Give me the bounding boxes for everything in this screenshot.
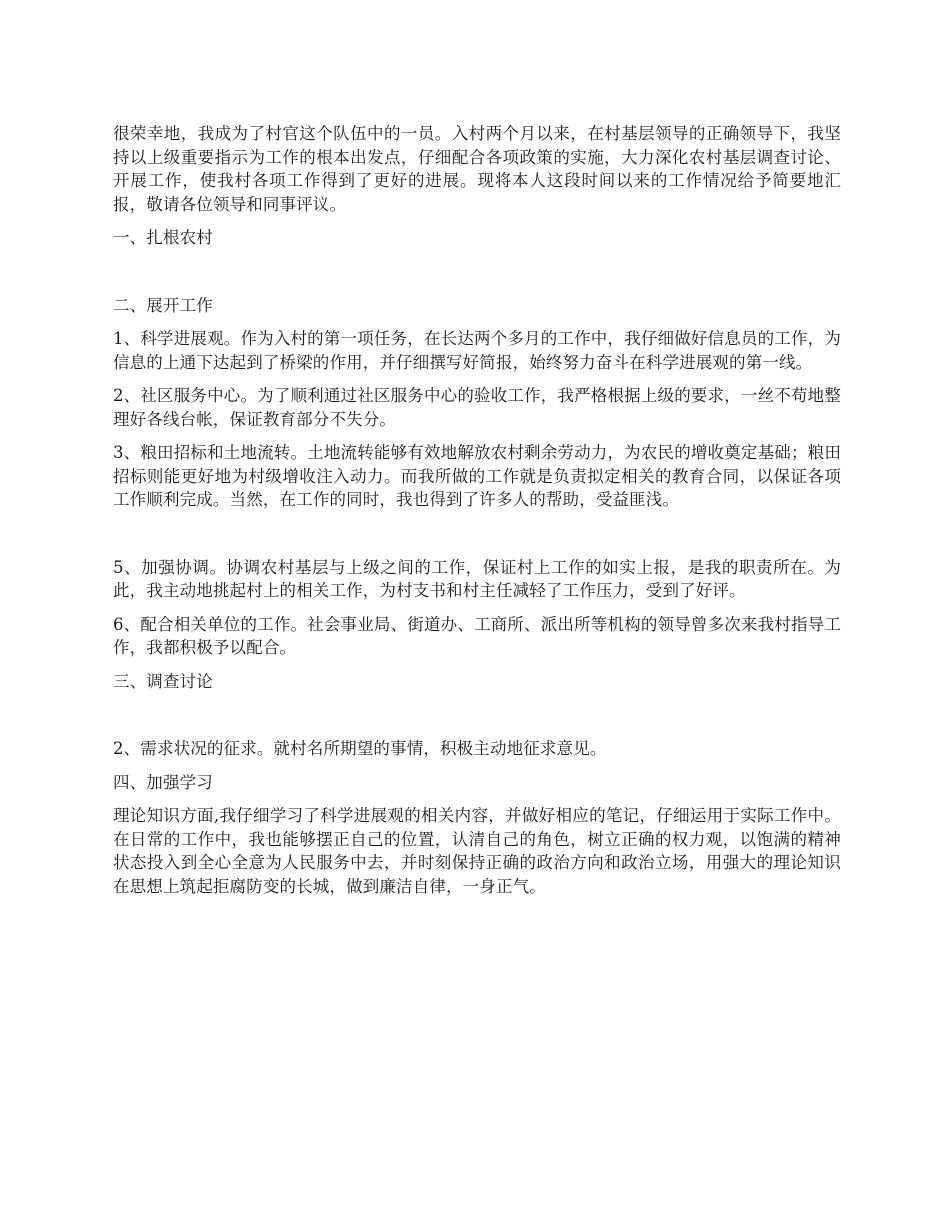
work-item-2: 2、社区服务中心。为了顺利通过社区服务中心的验收工作，我严格根据上级的要求，一丝不苟地整理好各线台帐，保证教育部分不失分。 <box>113 386 841 429</box>
document-body <box>113 122 841 908</box>
section-heading-2: 二、展开工作 <box>113 295 213 315</box>
section-heading-3: 三、调查讨论 <box>113 671 213 691</box>
section-heading-1: 一、扎根农村 <box>113 228 213 247</box>
blank-gap <box>113 260 841 294</box>
study-paragraph: 理论知识方面,我仔细学习了科学进展观的相关内容，并做好相应的笔记，仔细运用于实际工作中。在日常的工作中，我也能够摆正自己的位置，认清自己的角色，树立正确的权力观，以饱满的精神状态投入到全心全意为人民服务中去，并时刻保持正确的政治方向和政治立场，用强大的理论知识在思想上筑起拒腐防变的长城，做到廉洁自律，一身正气。 <box>113 806 841 896</box>
blank-gap <box>113 703 841 737</box>
work-item-6: 6、配合相关单位的工作。社会事业局、街道办、工商所、派出所等机构的领导曾多次来我村指导工作，我都积极予以配合。 <box>113 614 841 657</box>
work-item-1: 1、科学进展观。作为入村的第一项任务，在长达两个多月的工作中，我仔细做好信息员的工作，为信息的上通下达起到了桥梁的作用，并仔细撰写好简报，始终努力奋斗在科学进展观的第一线。 <box>113 329 841 372</box>
blank-gap <box>113 522 841 556</box>
section-heading-4: 四、加强学习 <box>113 772 213 792</box>
work-item-5: 5、加强协调。协调农村基层与上级之间的工作，保证村上工作的如实上报，是我的职责所在。为此，我主动地挑起村上的相关工作，为村支书和村主任减轻了工作压力，受到了好评。 <box>113 557 841 600</box>
intro-paragraph: 很荣幸地，我成为了村官这个队伍中的一员。入村两个月以来，在村基层领导的正确领导下，我坚持以上级重要指示为工作的根本出发点，仔细配合各项政策的实施，大力深化农村基层调查讨论、开展工作，使我村各项工作得到了更好的进展。现将本人这段时间以来的工作情况给予简要地汇报，敬请各位领导和同事评议。 <box>113 124 841 214</box>
work-item-3: 3、粮田招标和土地流转。土地流转能够有效地解放农村剩余劳动力，为农民的增收奠定基础；粮田招标则能更好地为村级增收注入动力。而我所做的工作就是负责拟定相关的教育合同，以保证各项工作顺利完成。当然，在工作的同时，我也得到了许多人的帮助，受益匪浅。 <box>113 443 841 509</box>
survey-item-2: 2、需求状况的征求。就村名所期望的事情，积极主动地征求意见。 <box>113 739 607 758</box>
